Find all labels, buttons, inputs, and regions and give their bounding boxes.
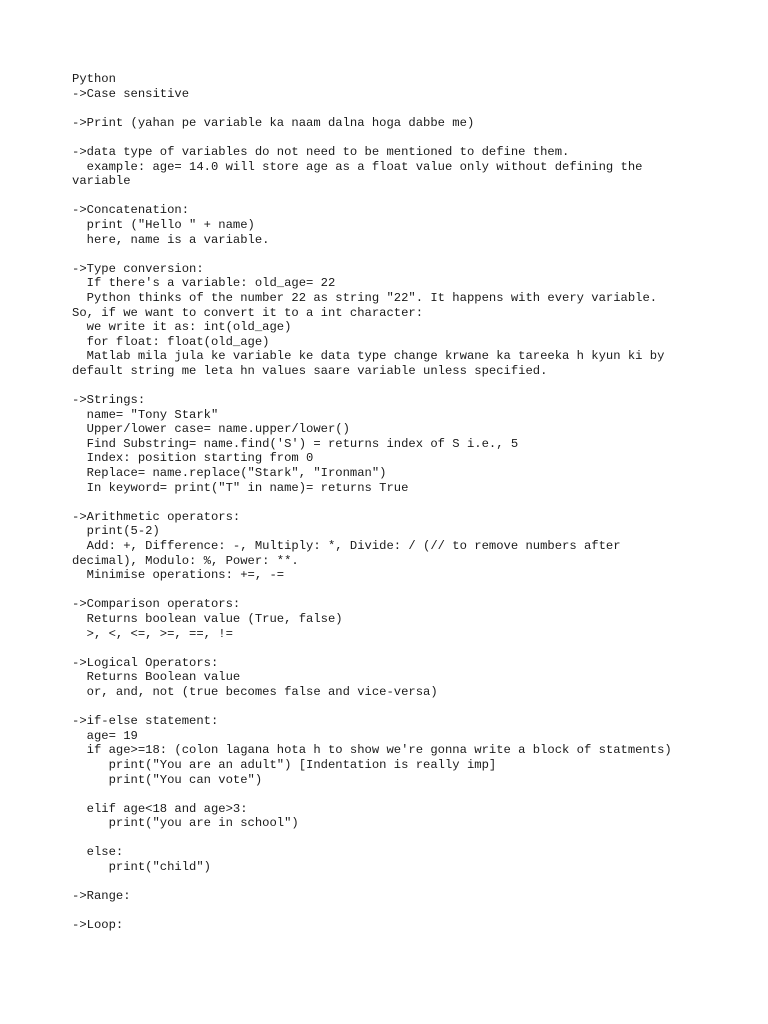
blank-line: [72, 831, 712, 846]
doc-line: Find Substring= name.find('S') = returns index of S i.e., 5: [72, 436, 519, 451]
doc-line: Python thinks of the number 22 as string "22". It happens with every variable.: [72, 290, 658, 305]
doc-line: print("You can vote"): [72, 772, 263, 787]
doc-line: So, if we want to convert it to a int character:: [72, 305, 424, 320]
blank-line: [72, 101, 712, 116]
doc-line: If there's a variable: old_age= 22: [72, 276, 336, 291]
section-heading: ->Arithmetic operators:: [72, 509, 241, 524]
doc-line: Python: [72, 72, 116, 86]
blank-line: [72, 700, 712, 715]
doc-line: print("you are in school"): [72, 816, 299, 831]
doc-line: Add: +, Difference: -, Multiply: *, Divide: / (// to remove numbers after: [72, 539, 621, 553]
section-heading: ->Comparison operators:: [72, 597, 241, 612]
doc-line: name= "Tony Stark": [72, 407, 219, 422]
doc-line: Index: position starting from 0: [72, 451, 314, 466]
doc-line: example: age= 14.0 will store age as a float value only without defining the: [72, 159, 643, 174]
doc-line: if age>=18: (colon lagana hota h to show we're gonna write a block of statments): [72, 743, 672, 758]
doc-line: default string me leta hn values saare variable unless specified.: [72, 363, 548, 378]
doc-line: In keyword= print("T" in name)= returns True: [72, 480, 409, 495]
doc-line: >, <, <=, >=, ==, !=: [72, 626, 233, 641]
doc-line: print("child"): [72, 860, 211, 875]
doc-line: or, and, not (true becomes false and vice-versa): [72, 684, 438, 699]
blank-line: [72, 378, 712, 393]
doc-line: Returns boolean value (True, false): [72, 611, 343, 626]
section-heading: ->if-else statement:: [72, 714, 219, 729]
doc-line: decimal), Modulo: %, Power: **.: [72, 553, 299, 568]
doc-line: ->Print (yahan pe variable ka naam dalna hoga dabbe me): [72, 115, 475, 130]
doc-line: Upper/lower case= name.upper/lower(): [72, 422, 350, 437]
doc-line: we write it as: int(old_age): [72, 320, 292, 335]
document-page: [72, 72, 712, 933]
doc-line: else:: [72, 845, 124, 860]
blank-line: [72, 904, 712, 919]
blank-line: [72, 787, 712, 802]
blank-line: [72, 495, 712, 510]
section-heading: ->Loop:: [72, 918, 124, 933]
blank-line: [72, 875, 712, 890]
doc-line: Returns Boolean value: [72, 670, 241, 685]
doc-line: print ("Hello " + name): [72, 217, 255, 232]
doc-line: Replace= name.replace("Stark", "Ironman"): [72, 466, 387, 481]
section-heading: ->Concatenation:: [72, 203, 190, 218]
doc-line: ->Case sensitive: [72, 86, 190, 101]
doc-line: elif age<18 and age>3:: [72, 801, 248, 816]
doc-line: ->data type of variables do not need to be mentioned to define them.: [72, 144, 570, 159]
doc-line: Matlab mila jula ke variable ke data type change krwane ka tareeka h kyun ki by: [72, 349, 665, 364]
doc-line: here, name is a variable.: [72, 232, 270, 247]
section-heading: ->Range:: [72, 889, 131, 904]
doc-line: for float: float(old_age): [72, 334, 270, 349]
section-heading: ->Type conversion:: [72, 261, 204, 276]
doc-line: print("You are an adult") [Indentation is really imp]: [72, 757, 497, 772]
doc-line: age= 19: [72, 728, 138, 743]
blank-line: [72, 583, 712, 598]
blank-line: [72, 189, 712, 204]
section-heading: ->Logical Operators:: [72, 655, 219, 670]
blank-line: [72, 130, 712, 145]
blank-line: [72, 247, 712, 262]
doc-line: print(5-2): [72, 524, 160, 539]
section-heading: ->Strings:: [72, 393, 146, 408]
blank-line: [72, 641, 712, 656]
doc-line: variable: [72, 174, 131, 189]
doc-line: Minimise operations: +=, -=: [72, 568, 285, 583]
